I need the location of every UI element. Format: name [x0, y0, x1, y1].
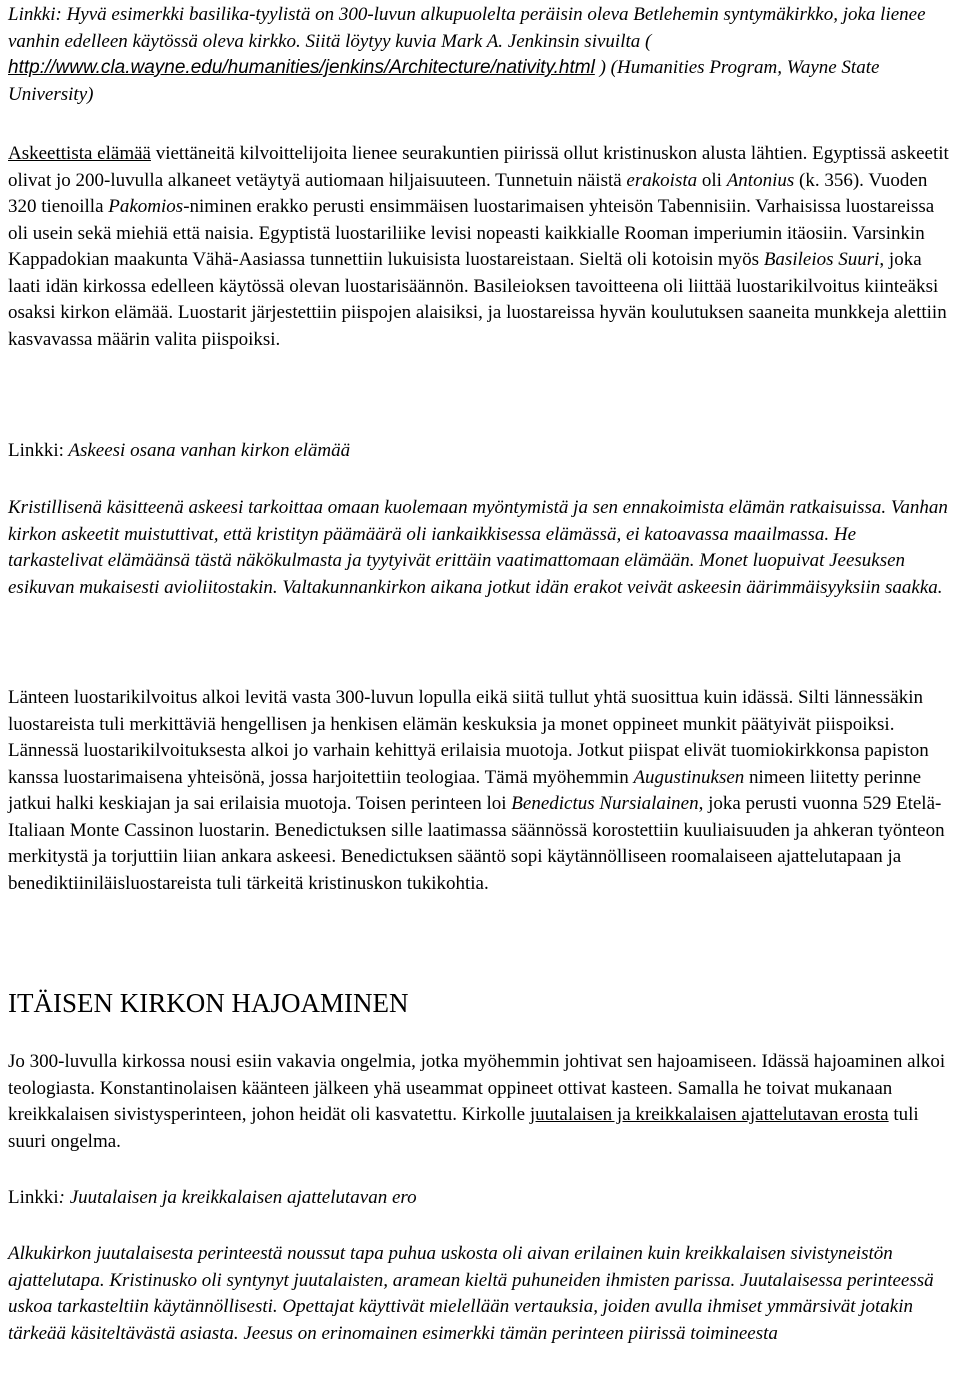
paragraph-nativity-link [8, 2, 952, 108]
italic-name: Augustinuksen [633, 766, 745, 788]
paragraph-jewish-tradition: Alkukirkon juutalaisesta perinteestä noussut tapa puhua uskosta oli aivan erilainen kuin kreikkalaisen sivistyneistön ajattelutapa. Kristinusko oli syntynyt juutalaisten, aramean kieltä puhuneiden ihmisten parissa. Juutalaisessa perinteessä uskoa tarkasteltiin käytännöllisesti. Opettajat käyttivät mielellään vertauksia, joiden avulla ihmiset ymmärsivät jotakin tärkeää käsiteltävästä asiasta. Jeesus on erinomainen esimerkki tämän perinteen piirissä toimineesta [8, 1243, 934, 1344]
paragraph-ero-link [8, 1185, 952, 1212]
paragraph-text: : Hyvä esimerkki basilika-tyylistä on 300-luvun alkupuolelta peräisin oleva Betlehemin syntymäkirkko, joka lienee vanhin edelleen käytössä oleva kirkko. Siitä löytyy kuvia Mark A. Jenkinsin sivuilta ( [8, 4, 926, 52]
paragraph-text: nimeen liitetty perinne jatkui halki keskiajan ja sai erilaisia muotoja. Toisen perinteen loi [8, 766, 922, 814]
paragraph-askeesi-link [8, 438, 952, 465]
paragraph-eastern-church [8, 1049, 952, 1155]
paragraph-askeesi-definition: Kristillisenä käsitteenä askeesi tarkoittaa omaan kuolemaan myöntymistä ja sen ennakoimista elämän ratkaisuissa. Vanhan kirkon askeetit muistuttivat, että kristityn päämäärä oli iankaikkisessa elämässä, ei katoavassa maailmassa. He tarkastelivat elämäänsä tästä näkökulmasta ja tyytyivät erittäin vaatimattomaan elämään. Monet luopuivat Jeesuksen esikuvan mukaisesti avioliitostakin. Valtakunnankirkon aikana jotkut idän erakot veivät askeesin äärimmäisyyksiin saakka. [8, 497, 948, 598]
link-label[interactable]: Linkki: [8, 440, 64, 461]
paragraph-text: ) (Humanities Program, Wayne State University) [8, 57, 880, 105]
link-label[interactable]: Linkki [8, 1187, 59, 1208]
link-label[interactable]: Linkki [8, 4, 56, 25]
askeesi-link-text[interactable]: Askeesi osana vanhan kirkon elämää [63, 440, 351, 461]
paragraph-text: , joka perusti vuonna 529 Etelä-Italiaan Monte Cassinon luostarin. Benedictuksen sille laatimassa säännössä korostettiin kuuliaisuuden ja ahkeran työnteon merkitystä ja torjuttiin liian ankara askeesi. Benedictuksen sääntö sopi käytännölliseen roomalaiseen ajattelutapaan ja benediktiiniläisluostareista tuli tärkeitä kristinuskon tukikohtia. [8, 793, 945, 894]
paragraph-text: Länteen luostarikilvoitus alkoi levitä vasta 300-luvun lopulla eikä siitä tullut yhtä suosittua kuin idässä. Silti lännessäkin luostareista tuli merkittäviä hengellisen ja henkisen elämän keskuksia ja monet oppineet munkit päätyivät piispoiksi. Lännessä luostarikilvoituksesta alkoi jo varhain kehittyä erilaisia muotoja. Jotkut piispat elivät tuomiokirkkonsa papiston kanssa luostarimaisena yhteisönä, jossa harjoitettiin teologiaa. Tämä myöhemmin [8, 687, 929, 788]
paragraph-text: tuli suuri ongelma. [8, 1104, 919, 1152]
askeettista-elamaa-link[interactable]: Askeettista elämää [8, 143, 151, 164]
nativity-url-link[interactable]: http://www.cla.wayne.edu/humanities/jenkins/Architecture/nativity.html [8, 57, 595, 78]
paragraph-text: , joka laati idän kirkossa edelleen käytössä olevan luostarisäännön. Basileioksen tavoitteena oli liittää luostarikilvoitus kiinteäksi osaksi kirkon elämää. Luostarit järjestettiin piispojen alaisiksi, ja luostareissa hyvän koulutuksen saaneita munkkeja alettiin kasvavassa määrin valita piispoiksi. [8, 249, 947, 350]
italic-name: Pakomios [108, 196, 184, 217]
ero-link-text[interactable]: : Juutalaisen ja kreikkalaisen ajattelutavan ero [58, 1187, 417, 1208]
paragraph-ascetics [8, 141, 952, 353]
paragraph-western-monasticism [8, 685, 952, 897]
paragraph-text: viettäneitä kilvoittelijoita lienee seurakuntien piirissä ollut kristinuskon alusta lähtien. Egyptissä askeetit olivat jo 200-luvulla alkaneet vetäytyä autiomaan hiljaisuuteen. Tunnetuin näistä [8, 143, 949, 191]
section-heading: ITÄISEN KIRKON HAJOAMINEN [8, 988, 409, 1018]
italic-name: Antonius [726, 169, 795, 191]
italic-name: Benedictus Nursialainen [511, 793, 699, 814]
juutalainen-kreikkalainen-link[interactable]: juutalaisen ja kreikkalaisen ajattelutavan erosta [529, 1104, 889, 1125]
italic-name: Basileios Suuri [763, 249, 880, 270]
paragraph-text: -niminen erakko perusti ensimmäisen luostarimaisen yhteisön Tabennisiin. Varhaisissa luostareissa oli usein sekä miehiä että naisia. Egyptistä luostariliike levisi nopeasti kaikkialle Rooman imperiumin itäosiin. Varsinkin Kappadokian maakunta Vähä-Aasiassa tunnettiin lukuisista luostareistaan. Sieltä oli kotoisin myös [8, 196, 935, 270]
paragraph-text: Jo 300-luvulla kirkossa nousi esiin vakavia ongelmia, jotka myöhemmin johtivat sen hajoamiseen. Idässä hajoaminen alkoi teologiasta. Konstantinolaisen käänteen jälkeen yhä useammat oppineet ottivat kasteen. Samalla he toivat mukanaan kreikkalaisen sivistysperinteen, johon heidät oli kasvatettu. Kirkolle [8, 1051, 946, 1125]
paragraph-text: (k. 356). Vuoden 320 tienoilla [8, 169, 928, 217]
paragraph-text: oli [697, 169, 727, 191]
italic-term: erakoista [626, 169, 698, 191]
